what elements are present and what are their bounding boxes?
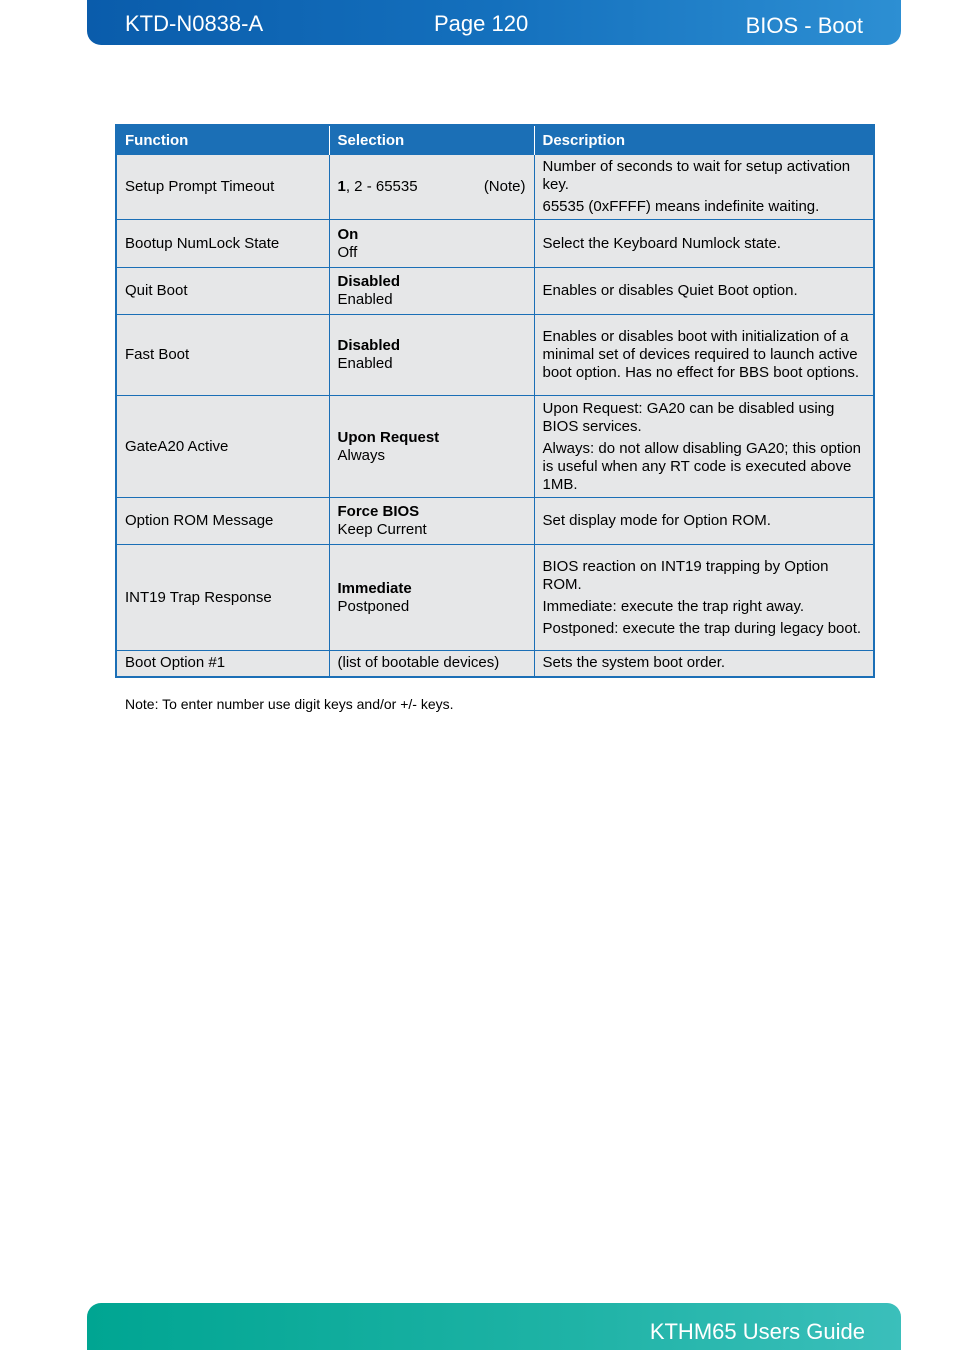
description-text: Set display mode for Option ROM. <box>542 512 771 529</box>
function-cell: Bootup NumLock State <box>116 220 329 268</box>
description-cell <box>534 315 874 396</box>
description-text: Upon Request: GA20 can be disabled using BIOS services. <box>542 399 835 435</box>
description-cell <box>534 498 874 545</box>
description-text: Enables or disables Quiet Boot option. <box>542 282 798 299</box>
selection-default: Force BIOS <box>337 503 420 520</box>
page-footer <box>87 1303 901 1350</box>
selection-option: Always <box>337 446 386 464</box>
description-text: Immediate: execute the trap right away. <box>542 597 805 615</box>
table-row <box>116 268 874 315</box>
description-cell <box>534 651 874 677</box>
selection-cell <box>329 396 534 498</box>
description-text: Select the Keyboard Numlock state. <box>542 234 781 252</box>
function-cell: Quit Boot <box>116 268 329 315</box>
description-text: BIOS reaction on INT19 trapping by Option ROM. <box>542 557 829 593</box>
column-header-description: Description <box>534 125 874 155</box>
selection-option: Postponed <box>337 597 410 615</box>
description-cell <box>534 545 874 651</box>
selection-cell <box>329 315 534 396</box>
table-row <box>116 220 874 268</box>
selection-note: (Note) <box>483 178 526 195</box>
table-row <box>116 315 874 396</box>
table-row <box>116 498 874 545</box>
selection-cell <box>329 220 534 268</box>
description-text: Enables or disables boot with initialization of a minimal set of devices required to launch active boot option. Has no effect for BBS boot options. <box>542 328 860 381</box>
function-cell: Fast Boot <box>116 315 329 396</box>
table-row <box>116 651 874 677</box>
page-header <box>87 0 901 45</box>
description-text: Postponed: execute the trap during legacy boot. <box>542 619 862 637</box>
guide-title: KTHM65 Users Guide <box>649 1319 865 1344</box>
bios-boot-settings-table <box>115 124 875 678</box>
selection-default: Disabled <box>337 337 401 354</box>
column-header-function: Function <box>116 125 329 155</box>
selection-default: Immediate <box>337 579 412 597</box>
selection-cell <box>329 545 534 651</box>
selection-default: Upon Request <box>337 428 440 446</box>
table-header-row <box>116 125 874 155</box>
selection-option: Enabled <box>337 291 393 308</box>
description-text: Number of seconds to wait for setup activation key. <box>542 158 851 193</box>
selection-option: Enabled <box>337 355 393 372</box>
description-cell <box>534 155 874 220</box>
function-cell: INT19 Trap Response <box>116 545 329 651</box>
selection-cell: (list of bootable devices) <box>329 651 534 677</box>
section-title: BIOS - Boot <box>745 13 863 38</box>
page-number: Page 120 <box>434 11 529 36</box>
document-id: KTD-N0838-A <box>125 11 264 36</box>
column-header-selection: Selection <box>329 125 534 155</box>
description-text: Sets the system boot order. <box>542 654 726 672</box>
function-cell: Boot Option #1 <box>116 651 329 677</box>
function-cell: Setup Prompt Timeout <box>116 155 329 220</box>
table-footnote: Note: To enter number use digit keys and/or +/- keys. <box>125 696 454 712</box>
description-cell <box>534 268 874 315</box>
table-row <box>116 155 874 220</box>
selection-default: 1 <box>337 178 346 195</box>
selection-default: Disabled <box>337 273 401 290</box>
table-row <box>116 545 874 651</box>
selection-option: Off <box>337 243 358 261</box>
description-text: Always: do not allow disabling GA20; this option is useful when any RT code is executed above 1MB. <box>542 439 862 493</box>
selection-option: Keep Current <box>337 521 427 538</box>
table-row <box>116 396 874 498</box>
selection-default: On <box>337 225 359 243</box>
selection-cell <box>329 268 534 315</box>
description-cell <box>534 220 874 268</box>
description-cell <box>534 396 874 498</box>
selection-range: , 2 - 65535 <box>345 178 418 195</box>
function-cell: Option ROM Message <box>116 498 329 545</box>
function-cell: GateA20 Active <box>116 396 329 498</box>
description-text: 65535 (0xFFFF) means indefinite waiting. <box>542 198 820 215</box>
selection-cell <box>329 155 534 220</box>
selection-cell <box>329 498 534 545</box>
